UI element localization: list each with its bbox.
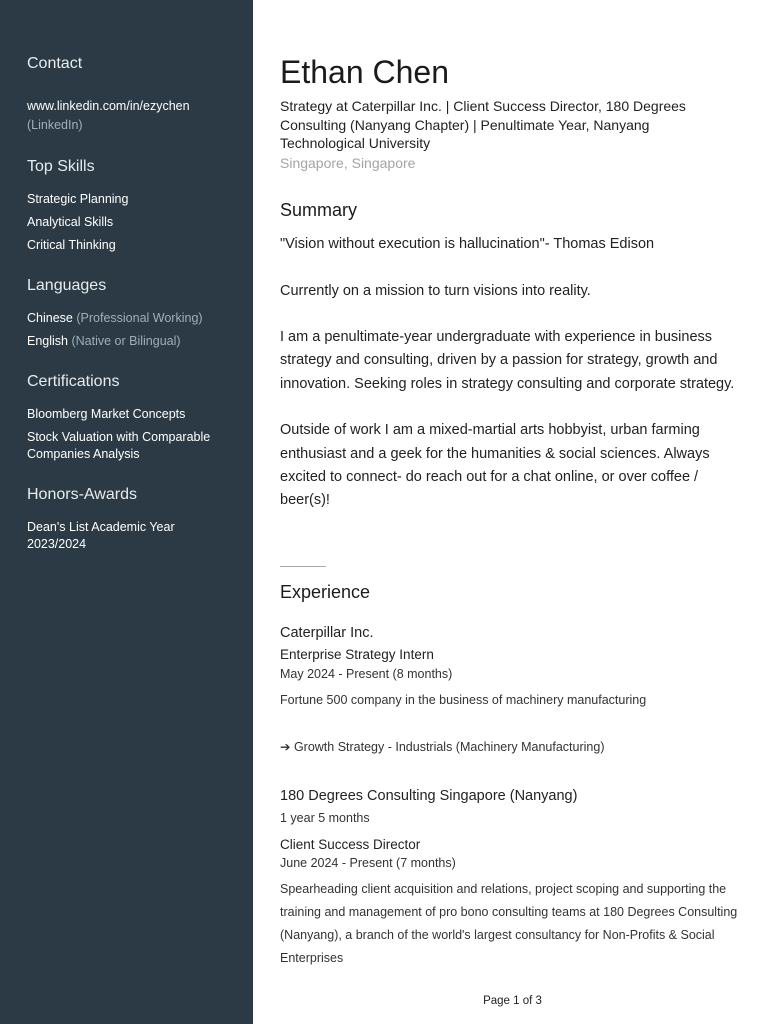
profile-name: Ethan Chen xyxy=(280,54,450,90)
job-description: Spearheading client acquisition and relations, project scoping and supporting the training and management of pro bono consulting teams at 180 Degrees Consulting (Nanyang), a branch of the world's largest consultancy for Non-Profits & Social Enterprises xyxy=(280,882,738,965)
language-name: English xyxy=(27,334,68,348)
language-name: Chinese xyxy=(27,311,73,325)
summary-paragraph: I am a penultimate-year undergraduate with experience in business strategy and consulting, driven by a passion for strategy, growth and innovation. Seeking roles in strategy consulting and corporate strategy. xyxy=(280,329,735,392)
sidebar xyxy=(0,0,253,1024)
summary-body xyxy=(280,233,740,536)
summary-heading: Summary xyxy=(280,200,358,220)
job-title: Client Success Director xyxy=(280,837,421,852)
page-number: Page 1 of 3 xyxy=(483,995,542,1007)
experience-heading: Experience xyxy=(280,582,371,602)
certifications-heading: Certifications xyxy=(27,373,120,390)
job-detail: ➔ Growth Strategy - Industrials (Machinery Manufacturing) xyxy=(280,740,605,754)
language-item xyxy=(27,333,233,350)
certification-item: Bloomberg Market Concepts xyxy=(27,407,186,421)
linkedin-link[interactable]: www.linkedin.com/in/ezychen xyxy=(27,99,190,113)
job-company: Caterpillar Inc. xyxy=(280,625,374,641)
honor-item: Dean's List Academic Year 2023/2024 xyxy=(27,520,175,551)
job-dates: June 2024 - Present (7 months) xyxy=(280,856,456,870)
job-company: 180 Degrees Consulting Singapore (Nanyang) xyxy=(280,788,578,804)
top-skills-heading: Top Skills xyxy=(27,158,95,175)
contact-section xyxy=(27,54,233,135)
skill-item: Analytical Skills xyxy=(27,215,114,229)
linkedin-label: (LinkedIn) xyxy=(27,118,83,132)
job-dates: May 2024 - Present (8 months) xyxy=(280,667,453,681)
skill-item: Strategic Planning xyxy=(27,192,129,206)
honors-heading: Honors-Awards xyxy=(27,486,137,503)
profile-headline: Strategy at Caterpillar Inc. | Client Success Director, 180 Degrees Consulting (Nanyang Chapter) | Penultimate Year, Nanyang Technological University xyxy=(280,98,686,151)
summary-paragraph: Outside of work I am a mixed-martial arts hobbyist, urban farming enthusiast and a geek for the humanities & social sciences. Always excited to connect- do reach out for a chat online, or over coffee / beer(s)! xyxy=(280,422,710,509)
languages-section xyxy=(27,276,233,350)
skill-item: Critical Thinking xyxy=(27,238,116,252)
section-divider xyxy=(280,566,326,567)
job-description: Fortune 500 company in the business of machinery manufacturing xyxy=(280,693,647,707)
contact-heading: Contact xyxy=(27,55,83,72)
language-level: (Professional Working) xyxy=(76,311,203,325)
summary-paragraph: "Vision without execution is hallucination"- Thomas Edison xyxy=(280,236,655,252)
summary-paragraph: Currently on a mission to turn visions into reality. xyxy=(280,282,591,299)
top-skills-section xyxy=(27,157,233,254)
language-item xyxy=(27,310,233,327)
profile-location: Singapore, Singapore xyxy=(280,155,416,171)
certifications-section xyxy=(27,372,233,463)
certification-item: Stock Valuation with Comparable Companies Analysis xyxy=(27,430,211,461)
honors-section xyxy=(27,485,233,553)
job-title: Enterprise Strategy Intern xyxy=(280,647,434,662)
languages-heading: Languages xyxy=(27,277,107,294)
job-tenure: 1 year 5 months xyxy=(280,811,370,825)
language-level: (Native or Bilingual) xyxy=(71,334,181,348)
